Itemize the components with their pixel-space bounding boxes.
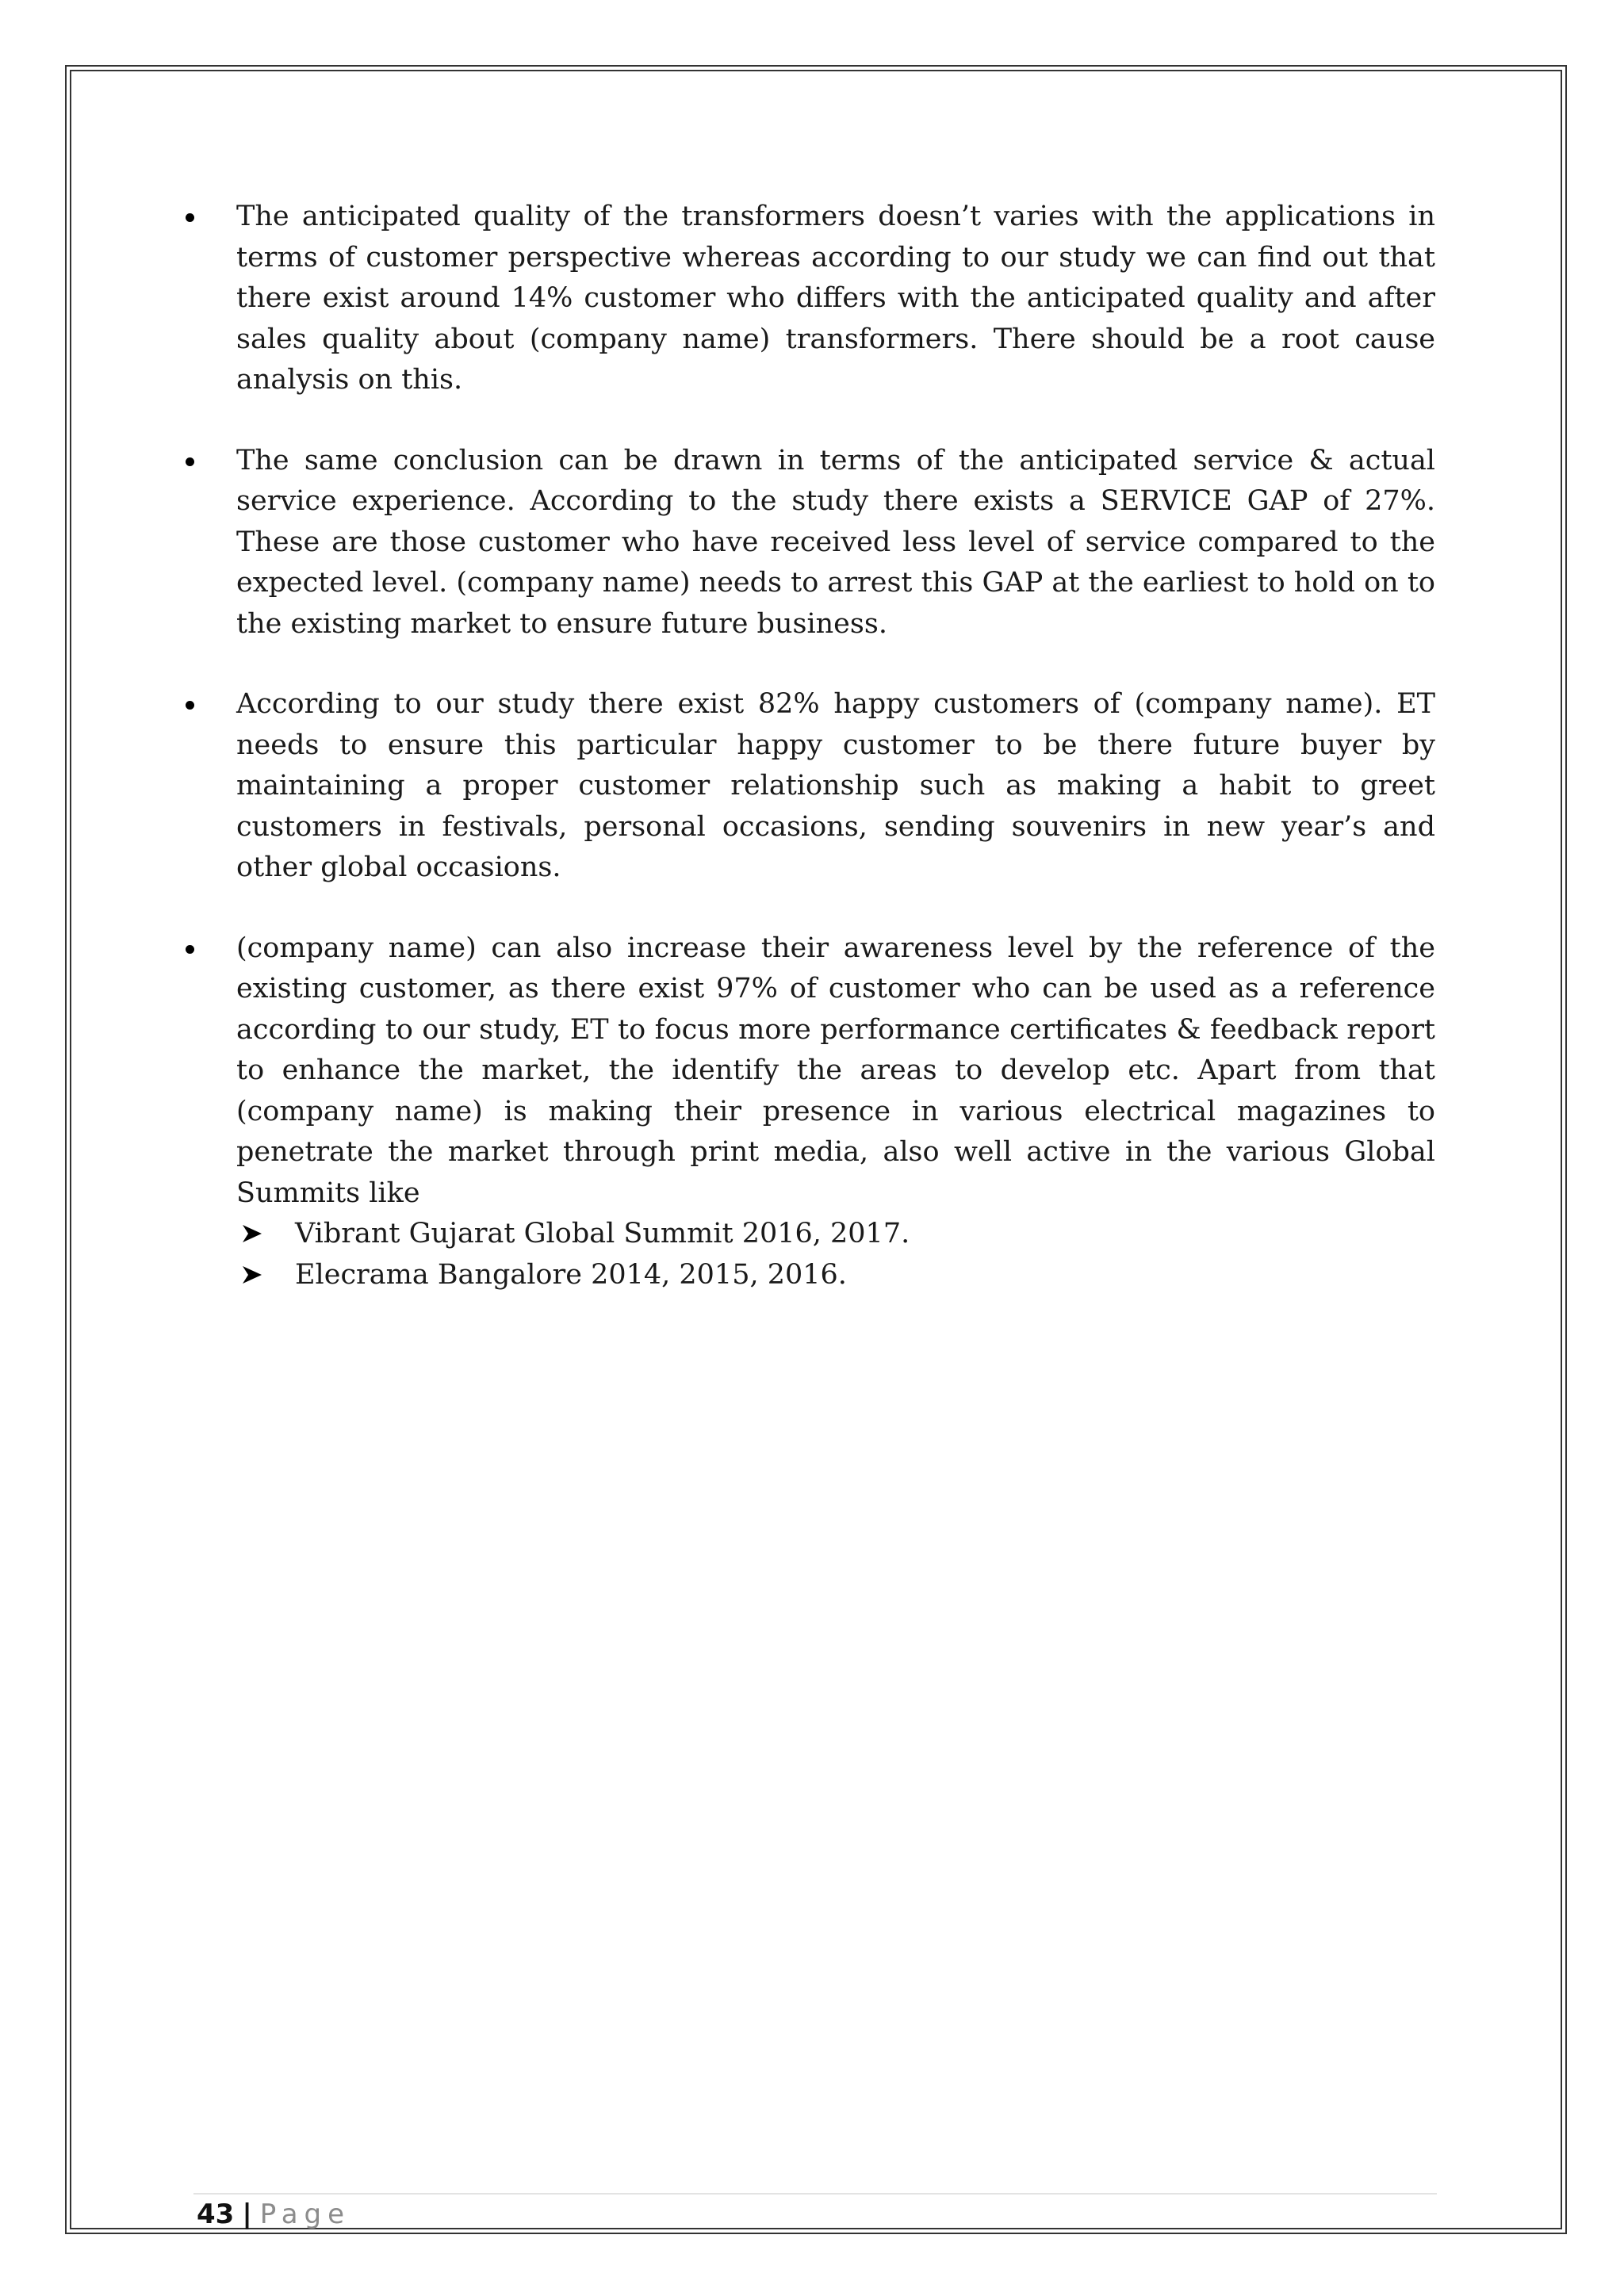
bullet-dot-icon: [186, 213, 194, 222]
list-item-text: (company name) can also increase their awareness level by the reference of the existing customer, as there exist 97% of customer who can be used as a reference according to our study, ET to focus more performance certificates & feedback report to enhance the market, the identify the areas to develop etc. Apart from that (company name) is making their presence in various electrical magazines to penetrate the market through print media, also well active in the various Global Summits like: [236, 932, 1435, 1209]
arrowhead-icon: [238, 1255, 270, 1295]
list-item: [182, 197, 1435, 401]
list-item: [182, 928, 1435, 1296]
sub-list-item-text: Elecrama Bangalore 2014, 2015, 2016.: [295, 1258, 847, 1291]
bullet-dot-icon: [186, 457, 194, 466]
list-item: [182, 441, 1435, 645]
page-number: 43: [197, 2198, 235, 2230]
sub-list-item: [236, 1255, 1435, 1296]
arrowhead-icon: [238, 1214, 270, 1254]
bullet-dot-icon: [186, 701, 194, 710]
bullet-dot-icon: [186, 945, 194, 954]
footer-separator: |: [242, 2198, 252, 2230]
footer-divider: [193, 2193, 1437, 2195]
list-item-text: The same conclusion can be drawn in terms of the anticipated service & actual service experience. According to the study there exists a SERVICE GAP of 27%. These are those customer who have received less level of service compared to the expected level. (company name) needs to arrest this GAP at the earliest to hold on to the existing market to ensure future business.: [236, 444, 1435, 640]
page-footer: [197, 2198, 350, 2231]
list-item-text: According to our study there exist 82% happy customers of (company name). ET needs to ensure this particular happy customer to be there future buyer by maintaining a proper customer relationship such as making a habit to greet customers in festivals, personal occasions, sending souvenirs in new year’s and other global occasions.: [236, 688, 1435, 883]
list-item: [182, 684, 1435, 889]
page-label: Page: [259, 2198, 351, 2230]
sub-list-item-text: Vibrant Gujarat Global Summit 2016, 2017.: [295, 1218, 910, 1249]
list-item-text: The anticipated quality of the transformers doesn’t varies with the applications in terms of customer perspective whereas according to our study we can find out that there exist around 14% customer who differs with the anticipated quality and after sales quality about (company name) transformers. There should be a root cause analysis on this.: [236, 201, 1435, 396]
sub-list-item: [236, 1214, 1435, 1255]
page-content: [182, 197, 1435, 1335]
sub-list: [236, 1214, 1435, 1295]
